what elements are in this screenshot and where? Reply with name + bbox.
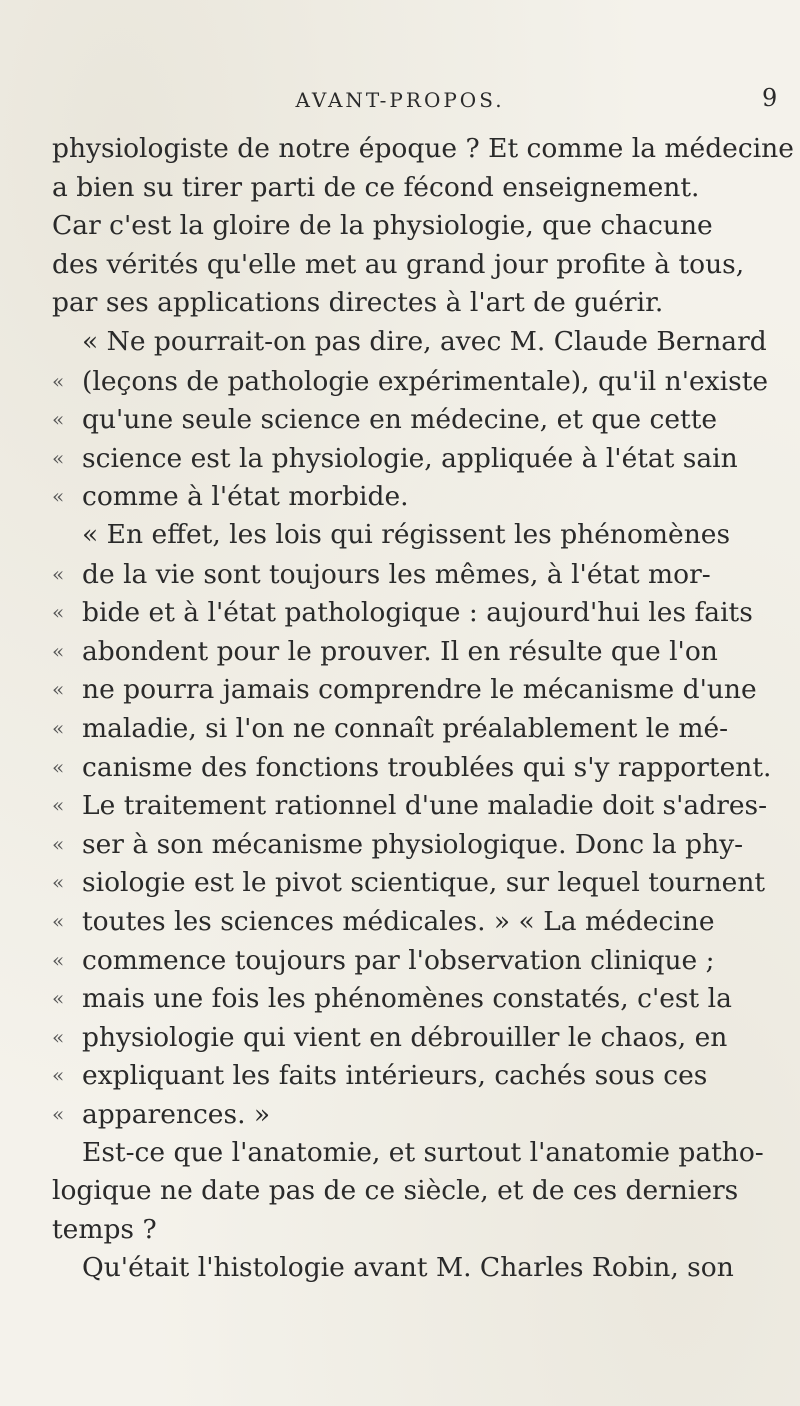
line-text: maladie, si l'on ne connaît préalablement le mé-: [82, 713, 729, 744]
quote-mark: «: [52, 755, 65, 779]
quote-mark: «: [52, 446, 65, 470]
text-line: [52, 748, 771, 786]
text-line: [52, 709, 728, 747]
line-text: mais une fois les phénomènes constatés, c'est la: [82, 983, 732, 1014]
line-text: comme à l'état morbide.: [82, 481, 409, 512]
line-text: Qu'était l'histologie avant M. Charles Robin, son: [82, 1252, 734, 1283]
line-text: bide et à l'état pathologique : aujourd'hui les faits: [82, 597, 753, 628]
line-text: apparences. »: [82, 1099, 271, 1130]
quote-mark: «: [52, 716, 65, 740]
quote-mark: «: [52, 677, 65, 701]
line-text: a bien su tirer parti de ce fécond enseignement.: [52, 172, 700, 203]
line-text: qu'une seule science en médecine, et que cette: [82, 404, 718, 435]
quote-mark: «: [52, 369, 65, 393]
line-text: de la vie sont toujours les mêmes, à l'état mor-: [82, 559, 711, 590]
line-text: Car c'est la gloire de la physiologie, que chacune: [52, 210, 713, 241]
text-line: [52, 555, 711, 593]
quote-mark: «: [52, 870, 65, 894]
text-line: [52, 825, 743, 863]
line-text: par ses applications directes à l'art de guérir.: [52, 287, 664, 318]
quote-mark: «: [52, 986, 65, 1010]
line-text: « En effet, les lois qui régissent les phénomènes: [82, 519, 731, 550]
text-line: [82, 1249, 734, 1287]
text-line: [52, 1056, 707, 1094]
line-text: temps ?: [52, 1214, 157, 1245]
line-text: ne pourra jamais comprendre le mécanisme d'une: [82, 674, 757, 705]
text-line: [52, 786, 767, 824]
line-text: physiologiste de notre époque ? Et comme la médecine: [52, 133, 794, 164]
quote-mark: «: [52, 484, 65, 508]
line-text: Est-ce que l'anatomie, et surtout l'anatomie patho-: [82, 1137, 764, 1168]
quote-mark: «: [52, 639, 65, 663]
text-line: [52, 979, 732, 1017]
line-text: ser à son mécanisme physiologique. Donc la phy-: [82, 829, 744, 860]
quote-mark: «: [52, 1063, 65, 1087]
quote-mark: «: [52, 1102, 65, 1126]
text-line: [52, 941, 715, 979]
quote-mark: «: [52, 562, 65, 586]
text-line: [82, 323, 767, 361]
line-text: abondent pour le prouver. Il en résulte que l'on: [82, 636, 718, 667]
running-head: AVANT-PROPOS.: [295, 88, 505, 112]
line-text: commence toujours par l'observation clinique ;: [82, 945, 715, 976]
line-text: toutes les sciences médicales. » « La médecine: [82, 906, 715, 937]
text-line: [52, 1172, 738, 1210]
text-line: [52, 284, 663, 322]
page-header: [0, 84, 800, 118]
line-text: logique ne date pas de ce siècle, et de ces derniers: [52, 1175, 739, 1206]
line-text: expliquant les faits intérieurs, cachés sous ces: [82, 1060, 708, 1091]
line-text: « Ne pourrait-on pas dire, avec M. Claude Bernard: [82, 326, 767, 357]
quote-mark: «: [52, 948, 65, 972]
text-line: [52, 863, 765, 901]
text-line: [82, 1134, 764, 1172]
line-text: canisme des fonctions troublées qui s'y rapportent.: [82, 752, 772, 783]
line-text: (leçons de pathologie expérimentale), qu'il n'existe: [82, 366, 769, 397]
text-line: [52, 246, 744, 284]
line-text: Le traitement rationnel d'une maladie doit s'adres-: [82, 790, 768, 821]
line-text: physiologie qui vient en débrouiller le chaos, en: [82, 1022, 728, 1053]
text-line: [52, 439, 738, 477]
quote-mark: «: [52, 1025, 65, 1049]
page-number: 9: [762, 84, 778, 112]
text-line: [52, 902, 715, 940]
line-text: siologie est le pivot scientique, sur lequel tournent: [82, 867, 766, 898]
text-line: [52, 362, 768, 400]
quote-mark: «: [52, 793, 65, 817]
text-line: [52, 670, 757, 708]
text-line: [52, 130, 794, 168]
text-line: [82, 516, 730, 554]
line-text: science est la physiologie, appliquée à l'état sain: [82, 443, 738, 474]
line-text: des vérités qu'elle met au grand jour profite à tous,: [52, 249, 745, 280]
text-line: [52, 1018, 727, 1056]
text-line: [52, 169, 699, 207]
text-line: [52, 632, 718, 670]
text-line: [52, 477, 409, 515]
text-line: [52, 1211, 157, 1249]
text-line: [52, 1095, 270, 1133]
quote-mark: «: [52, 600, 65, 624]
text-line: [52, 207, 713, 245]
quote-mark: «: [52, 832, 65, 856]
quote-mark: «: [52, 407, 65, 431]
quote-mark: «: [52, 909, 65, 933]
text-line: [52, 593, 753, 631]
text-line: [52, 400, 717, 438]
